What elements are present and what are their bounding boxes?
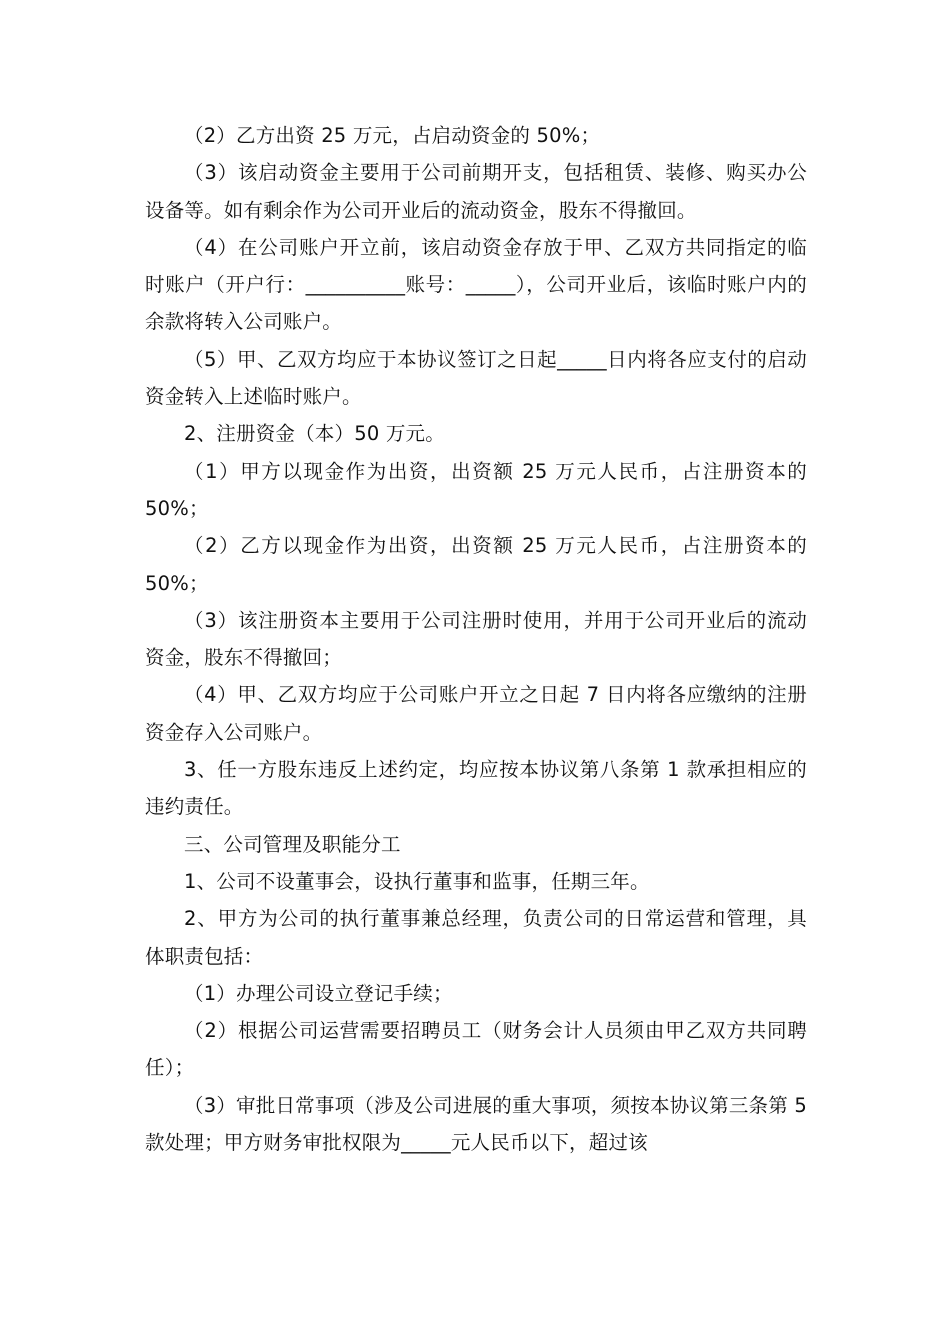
paragraph-4: （5）甲、乙双方均应于本协议签订之日起_____日内将各应支付的启动资金转入上述临时账户。 — [145, 347, 807, 409]
paragraph-13: 2、甲方为公司的执行董事兼总经理，负责公司的日常运营和管理，具体职责包括： — [145, 907, 807, 968]
section-heading: 三、公司管理及职能分工 — [184, 832, 401, 856]
paragraph-5: 2、注册资金（本）50 万元。 — [184, 422, 445, 446]
paragraph-10: 3、任一方股东违反上述约定，均应按本协议第八条第 1 款承担相应的违约责任。 — [145, 758, 807, 819]
paragraph-2: （3）该启动资金主要用于公司前期开支，包括租赁、装修、购买办公设备等。如有剩余作为公司开业后的流动资金，股东不得撤回。 — [145, 161, 807, 222]
paragraph-14: （1）办理公司设立登记手续； — [184, 981, 453, 1005]
document-body — [145, 117, 807, 1161]
paragraph-16: （3）审批日常事项（涉及公司进展的重大事项，须按本协议第三条第 5 款处理；甲方财务审批权限为_____元人民币以下，超过该 — [145, 1093, 807, 1155]
paragraph-6: （1）甲方以现金作为出资，出资额 25 万元人民币，占注册资本的 50%； — [145, 459, 807, 520]
paragraph-12: 1、公司不设董事会，设执行董事和监事，任期三年。 — [184, 869, 650, 893]
paragraph-7: （2）乙方以现金作为出资，出资额 25 万元人民币，占注册资本的 50%； — [145, 534, 807, 595]
paragraph-15: （2）根据公司运营需要招聘员工（财务会计人员须由甲乙双方共同聘任）； — [145, 1019, 807, 1080]
paragraph-9: （4）甲、乙双方均应于公司账户开立之日起 7 日内将各应缴纳的注册资金存入公司账户。 — [145, 683, 807, 744]
paragraph-8: （3）该注册资本主要用于公司注册时使用，并用于公司开业后的流动资金，股东不得撤回； — [145, 608, 807, 670]
paragraph-3: （4）在公司账户开立前，该启动资金存放于甲、乙双方共同指定的临时账户（开户行：__________账号：_____），公司开业后，该临时账户内的余款将转入公司账户。 — [145, 235, 807, 334]
paragraph-1: （2）乙方出资 25 万元，占启动资金的 50%； — [184, 124, 601, 147]
